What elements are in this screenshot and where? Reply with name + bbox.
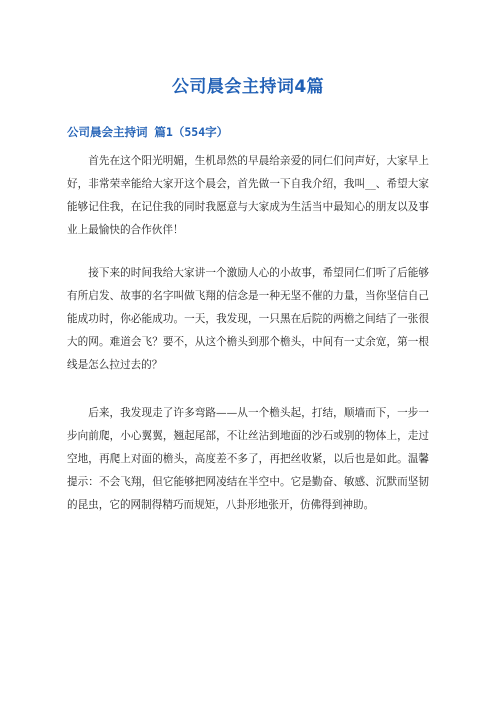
section-heading: 公司晨会主持词 篇1（554字） [67,125,229,139]
paragraph-2: 接下来的时间我给大家讲一个激励人心的小故事，希望同仁们听了后能够有所启发、故事的名字叫做飞翔的信念是一种无坚不催的力量，当你坚信自己能成功时，你必能成功。一天，我发现，一只黑在后院的两檐之间结了一张很大的网。难道会飞？要不，从这个檐头到那个檐头，中间有一丈余宽，第一根线是怎么拉过去的？ [67,267,429,371]
paragraph-3: 后来，我发现走了许多弯路——从一个檐头起，打结，顺墙而下，一步一步向前爬，小心翼翼，翘起尾部，不让丝沾到地面的沙石或别的物体上，走过空地，再爬上对面的檐头，高度差不多了，再把丝收紧，以后也是如此。温馨提示：不会飞翔，但它能够把网凌结在半空中。它是勤奋、敏感、沉默而坚韧的昆虫，它的网制得精巧而规矩，八卦形地张开，仿佛得到神助。 [67,407,429,511]
document-title: 公司晨会主持词4篇 [171,77,325,97]
paragraph-1: 首先在这个阳光明媚，生机昂然的早晨给亲爱的同仁们问声好，大家早上好，非常荣幸能给大家开这个晨会，首先做一下自我介绍，我叫__、希望大家能够记住我，在记住我的同时我愿意与大家成为生活当中最知心的朋友以及事业上最愉快的合作伙伴！ [67,155,429,236]
